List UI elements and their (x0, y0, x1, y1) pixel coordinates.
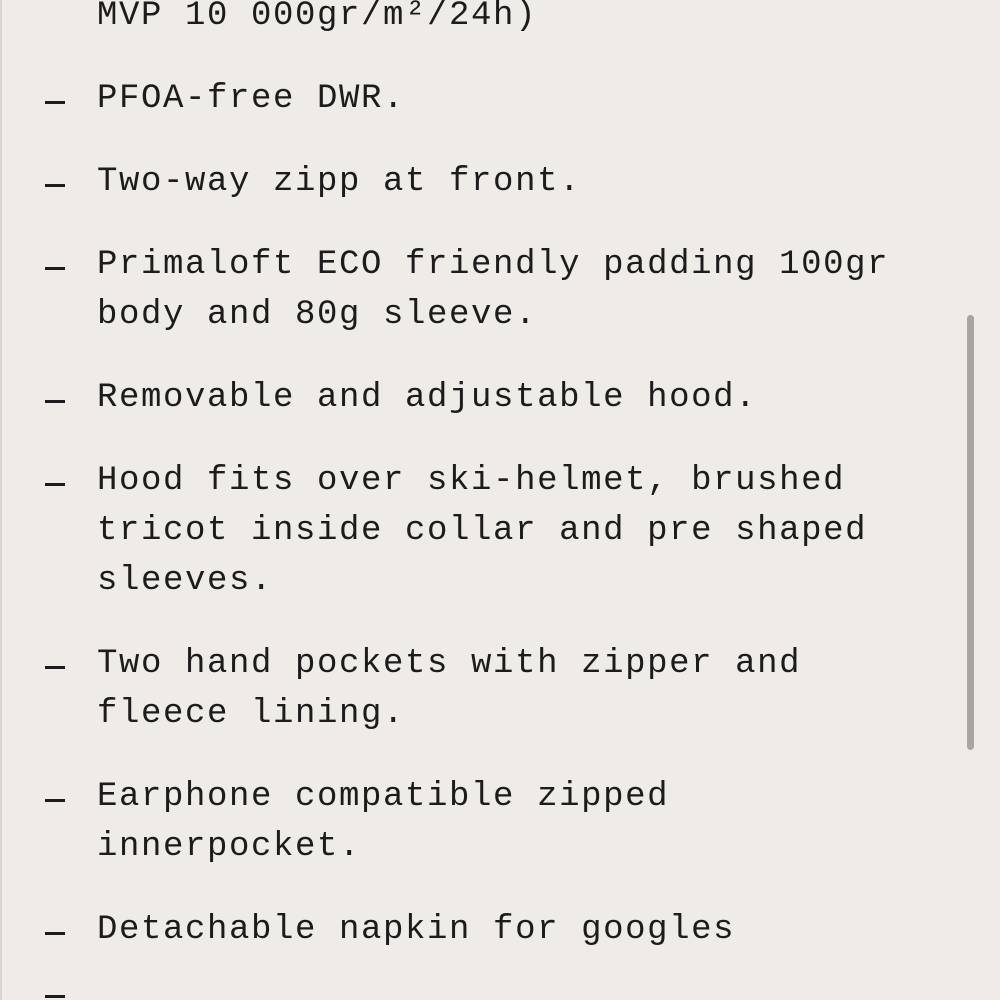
dash-bullet (45, 995, 65, 998)
list-item-text: Two-way zipp at front. (97, 163, 582, 201)
dash-bullet (45, 932, 65, 935)
intro-text: MVP 10 000gr/m²/24h) (97, 0, 538, 35)
list-item-text: innerpocket. (97, 828, 362, 866)
dash-bullet (45, 101, 65, 104)
list-item-text: Removable and adjustable hood. (97, 379, 758, 417)
dash-bullet (45, 483, 65, 486)
dash-bullet (45, 799, 65, 802)
dash-bullet (45, 267, 65, 270)
list-item (0, 772, 980, 872)
cut-off-next-item (0, 990, 980, 1000)
dash-bullet (45, 184, 65, 187)
list-item (0, 373, 980, 423)
list-item-text: Hood fits over ski-helmet, brushed (97, 462, 846, 500)
list-item-text: fleece lining. (97, 695, 406, 733)
list-item (0, 240, 980, 340)
dash-bullet (45, 666, 65, 669)
vertical-scrollbar[interactable] (982, 0, 1000, 1000)
scrollbar-thumb[interactable] (967, 315, 974, 750)
list-item-text: body and 80g sleeve. (97, 296, 538, 334)
list-item-text: PFOA-free DWR. (97, 80, 406, 118)
list-item-text: Detachable napkin for googles (97, 911, 736, 949)
list-item (0, 456, 980, 606)
list-item-text: Primaloft ECO friendly padding 100gr (97, 246, 890, 284)
list-item-text: Earphone compatible zipped (97, 778, 670, 816)
list-item (0, 74, 980, 124)
intro-line (0, 0, 980, 41)
list-item-text: Two hand pockets with zipper and (97, 645, 802, 683)
list-item-text: sleeves. (97, 562, 274, 600)
list-item (0, 157, 980, 207)
list-item (0, 905, 980, 955)
dash-bullet (45, 400, 65, 403)
list-item (0, 639, 980, 739)
list-item-text: tricot inside collar and pre shaped (97, 512, 868, 550)
